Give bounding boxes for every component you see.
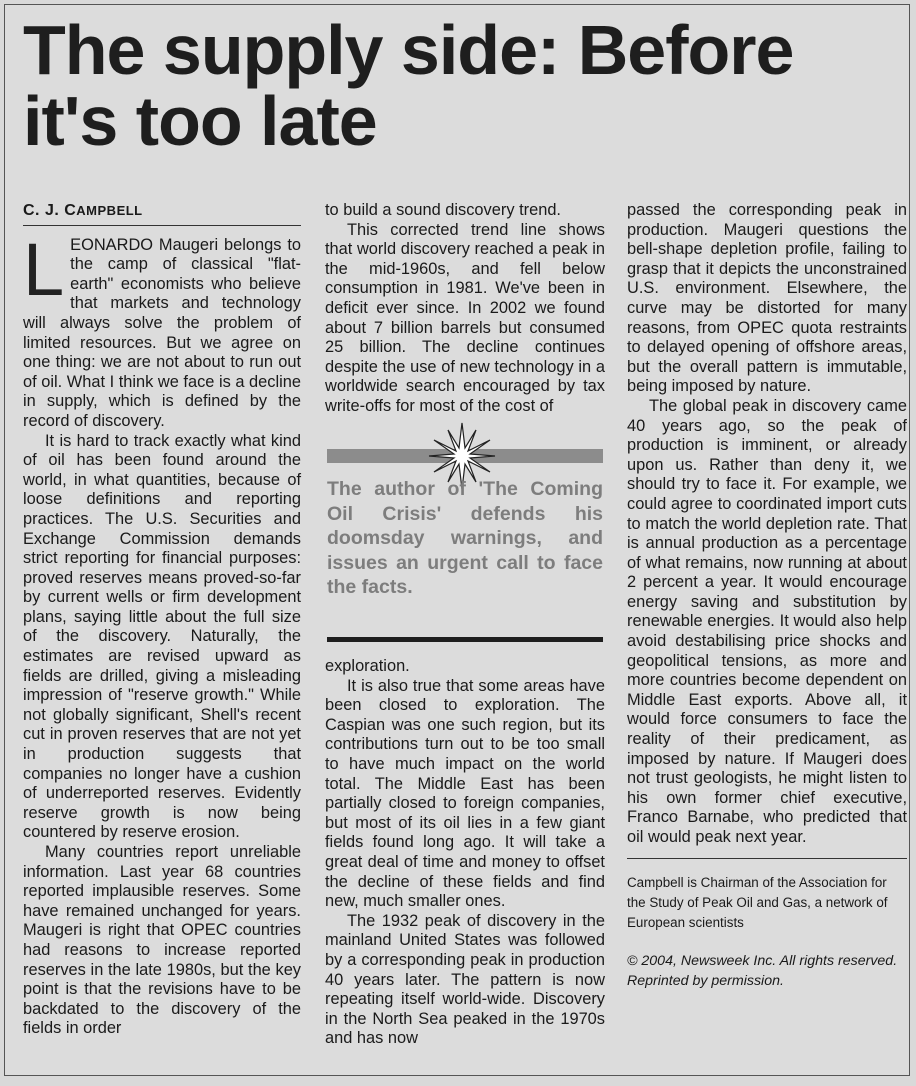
byline-rest: AMPBELL	[76, 203, 143, 218]
pull-quote-text: The author of 'The Coming Oil Crisis' defends his doomsday warnings, and issues an urgent call to face the facts.	[327, 478, 603, 598]
paragraph-text: EONARDO Maugeri belongs to the camp of classical "flat-earth" economists who believe that markets and technology will always solve the problem of limited resources. But we agree on one thing: we are not about to run out of oil. What I think we face is a decline in supply, which is defined by the record of discovery.	[23, 235, 301, 430]
paragraph: to build a sound discovery trend.	[325, 201, 561, 219]
article-page	[4, 4, 910, 1076]
paragraph	[23, 227, 301, 432]
paragraph: Many countries report unreliable information. Last year 68 countries reported implausible reserves. Some have remained unchanged for years. Maugeri is right that OPEC countries had reasons to increase reported reserves in the late 1980s, but the key point is that the revisions have to be backdated to the discovery of the fields in order	[23, 843, 301, 1038]
pull-quote	[325, 419, 605, 645]
copyright-notice: © 2004, Newsweek Inc. All rights reserved. Reprinted by permission.	[627, 952, 898, 989]
paragraph: This corrected trend line shows that world discovery reached a peak in the mid-1960s, and fell below consumption in 1981. We've been in deficit ever since. In 2002 we found about 7 billion barrels but consumed 25 billion. The decline continues despite the use of new technology in a worldwide search encouraged by tax write-offs for most of the cost of	[325, 220, 605, 415]
byline	[23, 201, 301, 226]
paragraph: exploration.	[325, 657, 410, 675]
paragraph: The 1932 peak of discovery in the mainland United States was followed by a corresponding peak in production 40 years later. The pattern is now repeating itself world-wide. Discovery in the North Sea peaked in the 1970s and has now	[325, 911, 605, 1048]
paragraph: The global peak in discovery came 40 years ago, so the peak of production is imminent, or already upon us. Rather than deny it, we should try to face it. For example, we could agree to coordinated import cuts to match the world depletion rate. That is annual production as a percentage of what remains, now running at about 2 percent a year. It would encourage energy saving and substitution by renewable energies. It would also help avoid destabilising price shocks and geopolitical tensions, as more and more countries become dependent on Middle East exports. Above all, it would force consumers to face the reality of their predicament, as imposed by nature. If Maugeri does not trust geologists, he might listen to his own former chief executive, Franco Barnabe, who predicted that oil would peak next year.	[627, 396, 907, 846]
column-3	[627, 201, 907, 991]
byline-initials: C. J. C	[23, 202, 77, 219]
article-headline: The supply side: Before it's too late	[23, 11, 794, 161]
column-1	[23, 201, 301, 1039]
author-note: Campbell is Chairman of the Association for the Study of Peak Oil and Gas, a network of European scientists	[627, 874, 888, 930]
divider	[627, 858, 907, 859]
column-2-bottom	[325, 657, 605, 1049]
paragraph: It is hard to track exactly what kind of oil has been found around the world, in what quantities, because of loose definitions and reporting practices. The U.S. Securities and Exchange Commission demands strict reporting for financial purposes: proved reserves means proved-so-far by current wells or firm development plans, saying little about the full size of the discovery. Naturally, the estimates are revised upward as fields are drilled, giving a misleading impression of "reserve growth." While not globally significant, Shell's recent cut in proven reserves that are not yet in production suggests that companies no longer have a cushion of underreported reserves. Evidently reserve growth is now being countered by reserve erosion.	[23, 431, 301, 842]
paragraph: It is also true that some areas have been closed to exploration. The Caspian was one such region, but its contributions turn out to be too small to have much impact on the world total. The Middle East has been partially closed to foreign companies, but most of its oil lies in a few giant fields found long ago. It will take a great deal of time and money to offset the decline of these fields and find new, much smaller ones.	[325, 676, 605, 911]
drop-cap: L	[23, 227, 65, 311]
column-2-top	[325, 201, 605, 417]
pull-quote-rule	[327, 637, 603, 642]
paragraph: passed the corresponding peak in production. Maugeri questions the bell-shape depletion profile, failing to grasp that it depicts the unconstrained U.S. environment. Elsewhere, the curve may be distorted for many reasons, from OPEC quota restraints to delayed opening of offshore areas, but the overall pattern is immutable, being imposed by nature.	[627, 201, 907, 396]
